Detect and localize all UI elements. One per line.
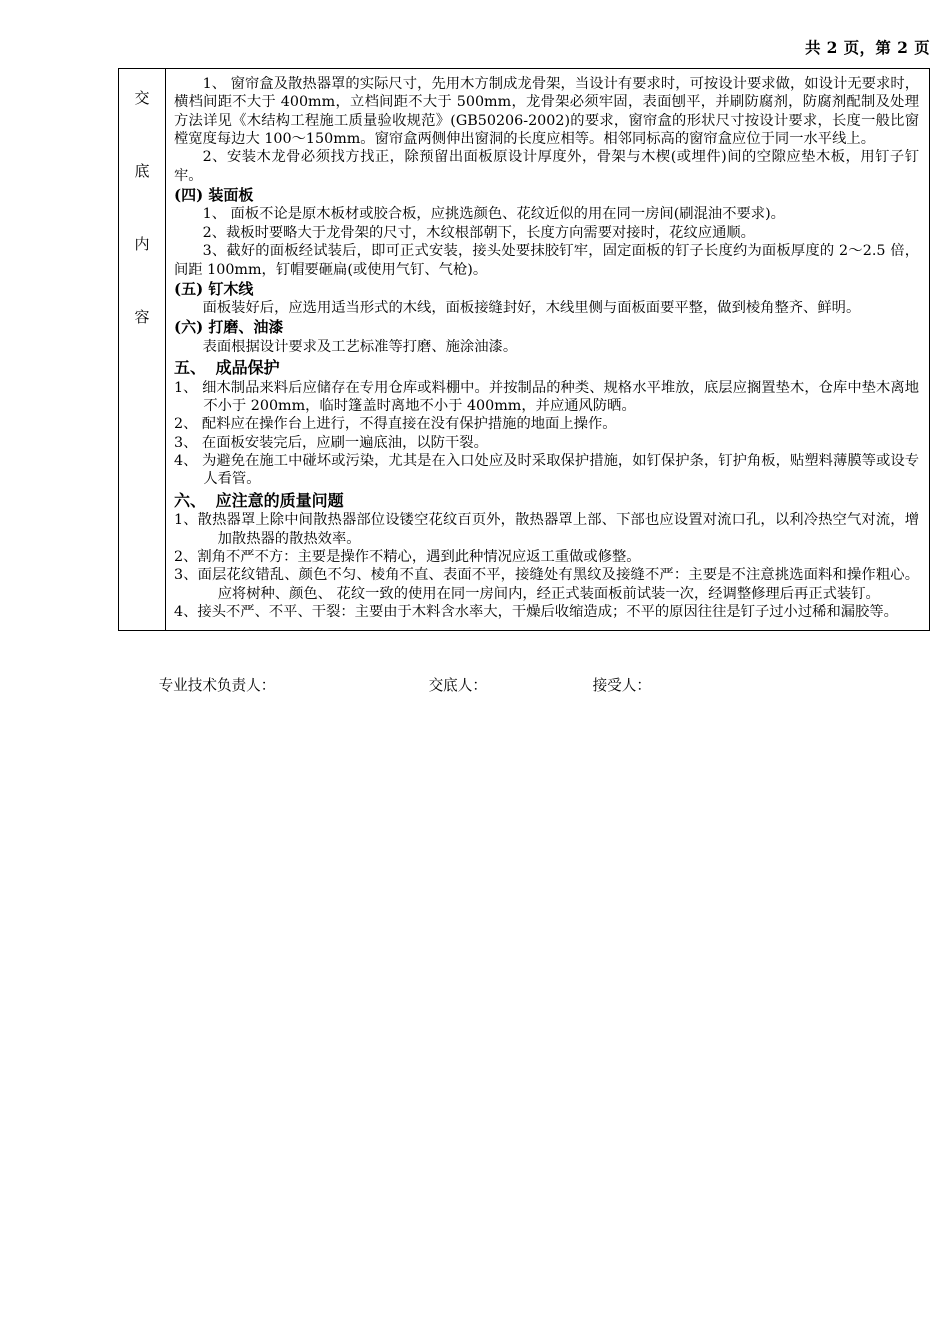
label-char-2: 底 bbox=[134, 162, 150, 180]
section-six-title: 应注意的质量问题 bbox=[215, 490, 344, 510]
section-six-number: 六、 bbox=[174, 490, 207, 510]
paragraph-4-3: 3、截好的面板经试装后，即可正式安装，接头处要抹胶钉牢，固定面板的钉子长度约为面板厚度的 2～2.5 倍，间距 100mm，钉帽要砸扁(或使用气钉、气枪)。 bbox=[174, 243, 919, 278]
paragraph-5-1: 面板装好后，应选用适当形式的木线，面板接缝封好，木线里侧与面板面要平整，做到棱角整齐、鲜明。 bbox=[202, 300, 861, 317]
section-six-item-4: 4、接头不严、不平、干裂：主要由于木料含水率大，干燥后收缩造成；不平的原因往往是钉子过小过稀和漏胶等。 bbox=[174, 604, 898, 621]
signature-row bbox=[140, 657, 950, 712]
paragraph-4-2: 2、裁板时要略大于龙骨架的尺寸，木纹根部朝下，长度方向需要对接时，花纹应通顺。 bbox=[202, 224, 755, 241]
heading-six-sub: (六) 打磨、油漆 bbox=[174, 318, 284, 337]
section-six-heading bbox=[174, 491, 919, 512]
paragraph-4-1: 1、 面板不论是原木板材或胶合板，应挑选颜色、花纹近似的用在同一房间(刷混油不要求)。 bbox=[202, 206, 785, 223]
vertical-label-stack bbox=[119, 69, 165, 383]
page-number-header: 共 2 页，第 2 页 bbox=[804, 38, 930, 57]
section-five-item-1: 1、 细木制品来料后应储存在专用仓库或料棚中。并按制品的种类、规格水平堆放，底层应搁置垫木，仓库中垫木离地不小于 200mm，临时篷盖时离地不小于 400mm，并应通风防晒。 bbox=[174, 379, 919, 415]
row-label-cell bbox=[119, 69, 166, 631]
heading-five-sub: (五) 钉木线 bbox=[174, 279, 254, 298]
briefing-content-table bbox=[118, 68, 930, 631]
section-five-item-3: 3、 在面板安装完后，应刷一遍底油，以防干裂。 bbox=[174, 434, 488, 451]
section-five-title: 成品保护 bbox=[215, 358, 280, 378]
table-row bbox=[119, 69, 930, 631]
briefer-signature-label: 交底人： bbox=[428, 676, 487, 694]
label-char-1: 交 bbox=[134, 89, 150, 107]
paragraph-3-2: 2、安装木龙骨必须找方找正，除预留出面板原设计厚度外，骨架与木楔(或埋件)间的空隙应垫木板，用钉子钉牢。 bbox=[174, 149, 919, 184]
section-six-item-3: 3、面层花纹错乱、颜色不匀、棱角不直、表面不平，接缝处有黑纹及接缝不严：主要是不注意挑选面料和操作粗心。应将树种、颜色、 花纹一致的使用在同一房间内，经正式装面板前试装一次，经调整修理后再正式装钉。 bbox=[174, 567, 919, 602]
section-five-item-2: 2、 配料应在操作台上进行，不得直接在没有保护措施的地面上操作。 bbox=[174, 416, 617, 433]
heading-four: (四) 装面板 bbox=[174, 186, 254, 205]
section-five-heading bbox=[174, 358, 919, 379]
section-five-number: 五、 bbox=[174, 358, 207, 378]
paragraph-3-1: 1、 窗帘盒及散热器罩的实际尺寸，先用木方制成龙骨架，当设计有要求时，可按设计要求做，如设计无要求时，横档间距不大于 400mm，立档间距不大于 500mm，龙骨架必须牢固，表面刨平，并刷防腐剂，防腐剂配制及处理方法详见《木结构工程施工质量验收规范》(GB50206-2002)的要求，窗帘盒的形状尺寸按设计要求，长度一般比窗樘宽度每边大 100～150mm。窗帘盒两侧伸出窗洞的长度应相等。相邻同标高的窗帘盒应位于同一水平线上。 bbox=[174, 76, 919, 148]
section-six-item-2: 2、割角不严不方：主要是操作不精心，遇到此种情况应返工重做或修整。 bbox=[174, 549, 641, 566]
section-six-item-1: 1、散热器罩上除中间散热器部位设镂空花纹百页外，散热器罩上部、下部也应设置对流口孔，以利冷热空气对流，增加散热器的散热效率。 bbox=[174, 512, 919, 547]
receiver-signature-label: 接受人： bbox=[592, 676, 651, 694]
paragraph-6-1: 表面根据设计要求及工艺标准等打磨、施涂油漆。 bbox=[202, 338, 518, 355]
label-char-4: 容 bbox=[134, 308, 150, 326]
label-char-3: 内 bbox=[134, 235, 150, 253]
section-five-item-4: 4、 为避免在施工中碰坏或污染，尤其是在入口处应及时采取保护措施，如钉保护条，钉护角板，贴塑料薄膜等或设专人看管。 bbox=[174, 453, 919, 488]
briefing-content-cell bbox=[166, 69, 930, 631]
technical-lead-signature-label: 专业技术负责人： bbox=[158, 676, 276, 694]
